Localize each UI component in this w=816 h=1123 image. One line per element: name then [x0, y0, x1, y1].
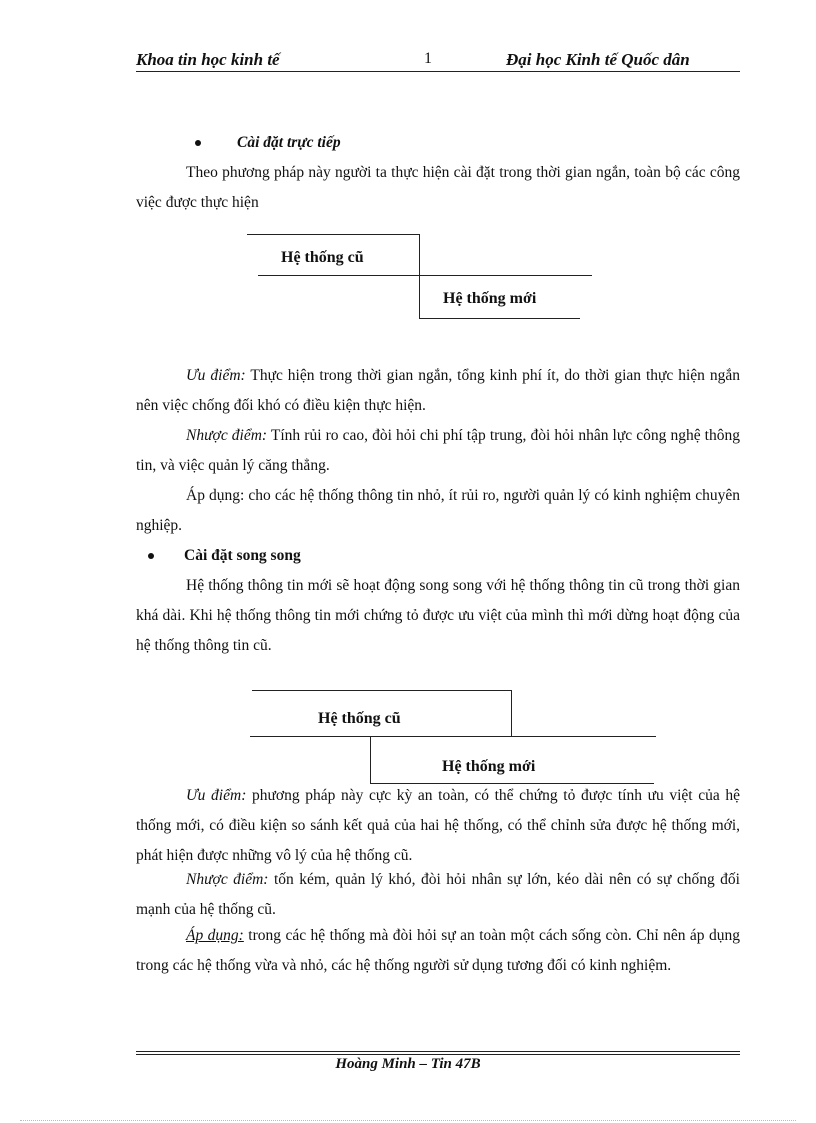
section2-advantage: Ưu điểm: phương pháp này cực kỳ an toàn, có thể chứng tỏ được tính ưu việt của hệ thống mới, có điều kiện so sánh kết quả của hai hệ thống, có thể chỉnh sửa được hệ thống mới, phát hiện được những vô lý của hệ thống cũ. [136, 787, 740, 864]
new-system-start-line [370, 736, 371, 784]
section2-disadvantage: Nhược điểm: tốn kém, quản lý khó, đòi hỏi nhân sự lớn, kéo dài nên có sự chống đối mạnh của hệ thống cũ. [136, 871, 740, 918]
section1-advantage: Ưu điểm: Thực hiện trong thời gian ngắn, tổng kinh phí ít, do thời gian thực hiện ngắn nên việc chống đối khó có điều kiện thực hiện. [136, 367, 740, 414]
header-left: Khoa tin học kinh tế [136, 50, 280, 69]
section1-disadvantage: Nhược điểm: Tính rủi ro cao, đòi hỏi chi phí tập trung, đòi hỏi nhân lực công nghệ thông tin, và việc quản lý căng thẳng. [136, 427, 740, 474]
section2-intro: Hệ thống thông tin mới sẽ hoạt động song song với hệ thống thông tin cũ trong thời gian khá dài. Khi hệ thống thông tin mới chứng tỏ được ưu việt của mình thì mới dừng hoạt động của hệ thống thông tin cũ. [136, 577, 740, 654]
footer-author: Hoàng Minh – Tin 47B [335, 1056, 481, 1072]
page-number: 1 [424, 50, 432, 67]
section2-bullet [148, 547, 301, 565]
new-system-label: Hệ thống mới [442, 758, 536, 775]
section1-title: Cài đặt trực tiếp [237, 134, 341, 151]
section2-application: Áp dụng: trong các hệ thống mà đòi hỏi sự an toàn một cách sống còn. Chỉ nên áp dụng trong các hệ thống vừa và nhỏ, các hệ thống người sử dụng tương đối có kinh nghiệm. [136, 927, 740, 974]
section1-application: Áp dụng: cho các hệ thống thông tin nhỏ, ít rủi ro, người quản lý có kinh nghiệm chuyên nghiệp. [136, 487, 740, 534]
old-system-label: Hệ thống cũ [318, 710, 401, 727]
timeline-line [250, 736, 656, 737]
section2-title: Cài đặt song song [184, 547, 301, 564]
cutover-line [419, 234, 420, 319]
old-system-top-line [252, 690, 512, 691]
old-system-end-line [511, 690, 512, 736]
section1-intro: Theo phương pháp này người ta thực hiện cài đặt trong thời gian ngắn, toàn bộ các công việc được thực hiện [136, 164, 740, 211]
footer-rule-bottom [136, 1054, 740, 1055]
header-rule [136, 71, 740, 72]
header-right: Đại học Kinh tế Quốc dân [506, 50, 690, 69]
new-system-label: Hệ thống mới [443, 290, 537, 307]
bullet-icon [195, 140, 201, 146]
page-edge-dots [20, 1120, 796, 1121]
footer-rule-top [136, 1051, 740, 1052]
bullet-icon [148, 553, 154, 559]
new-system-bottom-line [419, 318, 580, 319]
old-system-label: Hệ thống cũ [281, 249, 364, 266]
section1-bullet [195, 134, 341, 152]
timeline-line [258, 275, 592, 276]
old-system-top-line [247, 234, 420, 235]
